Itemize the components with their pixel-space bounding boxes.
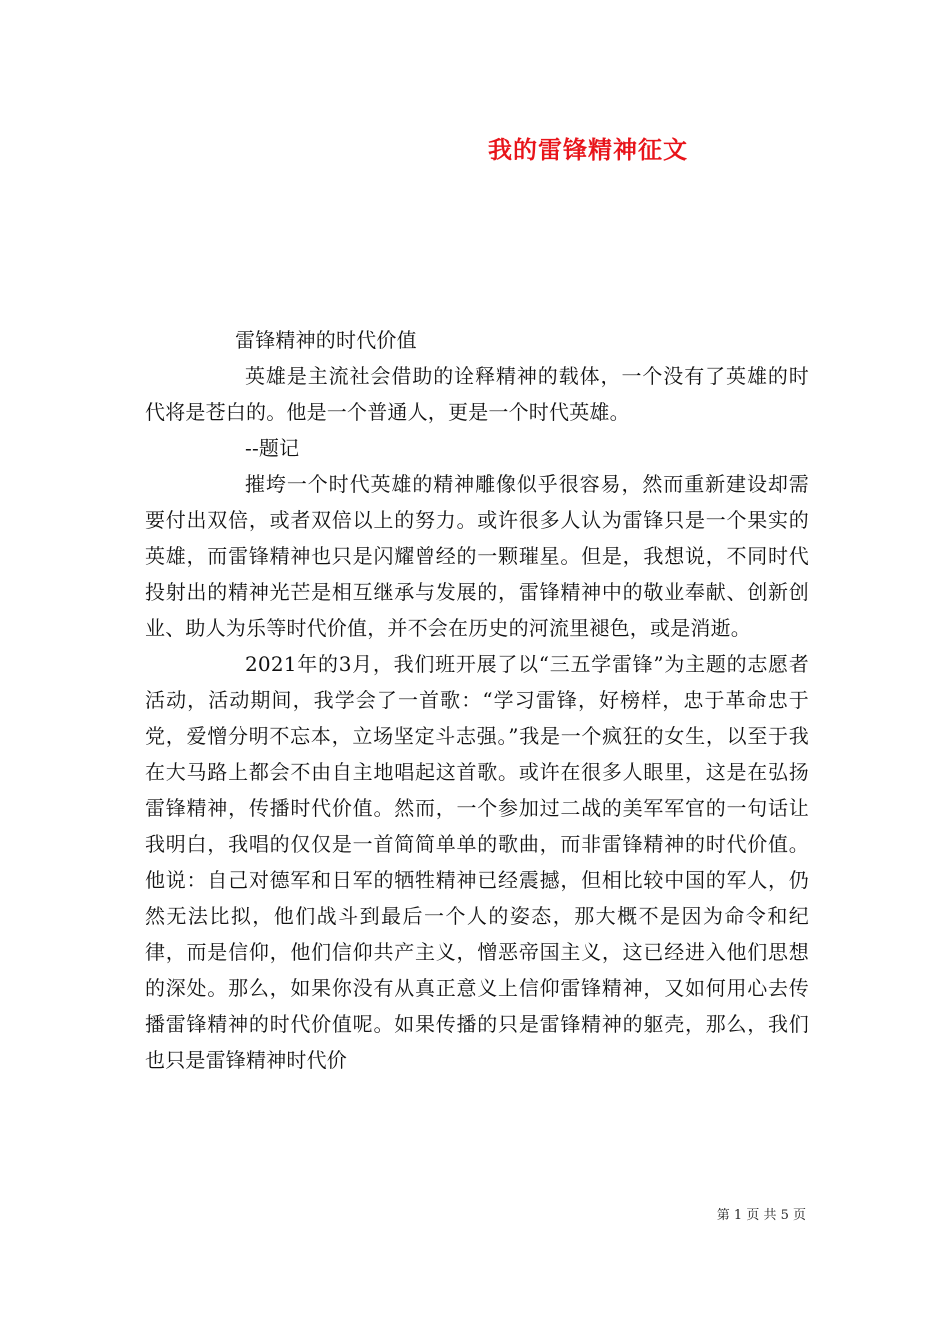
document-body [145,322,809,1078]
body-paragraph-2: 2021年的3月，我们班开展了以“三五学雷锋”为主题的志愿者活动，活动期间，我学会了一首歌：“学习雷锋，好榜样，忠于革命忠于党，爱憎分明不忘本，立场坚定斗志强。”我是一个疯狂的女生，以至于我在大马路上都会不由自主地唱起这首歌。或许在很多人眼里，这是在弘扬雷锋精神，传播时代价值。然而，一个参加过二战的美军军官的一句话让我明白，我唱的仅仅是一首简简单单的歌曲，而非雷锋精神的时代价值。他说：自己对德军和日军的牺牲精神已经震撼，但相比较中国的军人，仍然无法比拟，他们战斗到最后一个人的姿态，那大概不是因为命令和纪律，而是信仰，他们信仰共产主义，憎恶帝国主义，这已经进入他们思想的深处。那么，如果你没有从真正意义上信仰雷锋精神，又如何用心去传播雷锋精神的时代价值呢。如果传播的只是雷锋精神的躯壳，那么，我们也只是雷锋精神时代价 [145,652,809,1072]
epigraph-inscription: --题记 [245,436,300,460]
section-heading: 雷锋精神的时代价值 [235,328,417,352]
document-title: 我的雷锋精神征文 [488,135,688,164]
epigraph-paragraph: 英雄是主流社会借助的诠释精神的载体，一个没有了英雄的时代将是苍白的。他是一个普通人，更是一个时代英雄。 [145,364,809,424]
body-paragraph-1: 摧垮一个时代英雄的精神雕像似乎很容易，然而重新建设却需要付出双倍，或者双倍以上的努力。或许很多人认为雷锋只是一个果实的英雄，而雷锋精神也只是闪耀曾经的一颗璀星。但是，我想说，不同时代投射出的精神光芒是相互继承与发展的，雷锋精神中的敬业奉献、创新创业、助人为乐等时代价值，并不会在历史的河流里褪色，或是消逝。 [145,472,809,640]
page-number-footer: 第 1 页 共 5 页 [716,1208,806,1223]
